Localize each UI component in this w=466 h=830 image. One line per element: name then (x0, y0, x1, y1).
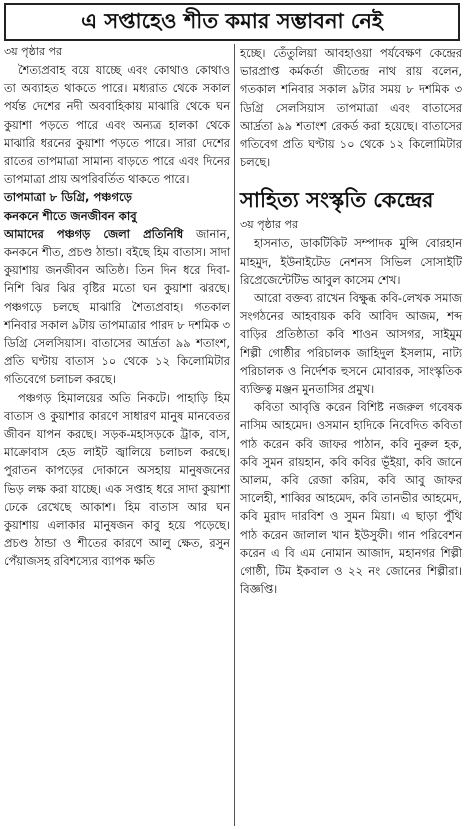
article-paragraph: শৈত্যপ্রবাহ বয়ে যাচ্ছে এবং কোথাও কোথাও তা অব্যাহত থাকতে পারে। মধ্যরাত থেকে সকাল পর্যন্ত দেশের নদী অববাহিকায় মাঝারি থেকে ঘন কুয়াশা পড়তে পারে এবং অন্যত্র হালকা থেকে মাঝারি ধরনের কুয়াশা পড়তে পারে। সারা দেশের রাতের তাপমাত্রা সামান্য বাড়তে পারে এবং দিনের তাপমাত্রা প্রায় অপরিবর্তিত থাকতে পারে। (4, 63, 230, 187)
headline-box (4, 3, 460, 41)
subheading: কনকনে শীতে জনজীবন কাবু (4, 208, 137, 223)
article-paragraph: হাসনাত, ডাকটিকিট সম্পাদক মুন্সি বোরহান মাহমুদ, ইউনাইটেড নেশনস সিভিল সোসাইটি রিপ্রেজেন্টেটিভ আবুল কাসেম শেখ। (240, 236, 462, 287)
article-paragraph: কবিতা আবৃত্তি করেন বিশিষ্ট নজরুল গবেষক নাসিম আহমেদ। ওসমান হাদিকে নিবেদিত কবিতা পাঠ করেন কবি জাফর পাঠান, কবি নুরুল হক, কবি সুমন রায়হান, কবি কবির ভূঁইয়া, কবি জানে আলম, কবি রেজা করিম, কবি আবু জাফর সালেহী, শাব্বির আহমেদ, কবি তানভীর আহমেদ, কবি মুরাদ দারবিশ ও সুমন মিয়া। এ ছাড়া পুঁথি পাঠ করেন জালাল খান ইউসুফী। গান পরিবেশন করেন এ বি এম নোমান আজাদ, মহানগর শিল্পী গোষ্ঠী, টিম ইকবাল ও ২২ নং জোনের শিল্পীরা। বিজ্ঞপ্তি। (240, 400, 462, 597)
headline: এ সপ্তাহেও শীত কমার সম্ভাবনা নেই (81, 7, 383, 33)
continuation-ref: ৩য় পৃষ্ঠার পর (240, 218, 299, 232)
byline: আমাদের পঞ্চগড় জেলা প্রতিনিধি (4, 226, 184, 241)
left-column (4, 44, 230, 571)
article-paragraph: আমাদের পঞ্চগড় জেলা প্রতিনিধি জানান, কনকনে শীত, প্রচণ্ড ঠান্ডা। বইছে হিম বাতাস। সাদা কুয়াশায় জনজীবন অতিষ্ঠ। তিন দিন ধরে দিবা-নিশি ঝির ঝির বৃষ্টির মতো ঘন কুয়াশা ঝরছে। পঞ্চগড়ে চলছে মাঝারি শৈত্যপ্রবাহ। গতকাল শনিবার সকাল ৯টায় তাপমাত্রার পারদ ৮ দশমিক ৩ ডিগ্রি সেলসিয়াস। বাতাসের আর্দ্রতা ৯৯ শতাংশ, প্রতি ঘণ্টায় বাতাস ১০ থেকে ১২ কিলোমিটার গতিবেগে চলাচল করছে। (4, 226, 230, 387)
section-title: সাহিত্য সংস্কৃতি কেন্দ্রের (240, 187, 434, 213)
continuation-ref: ৩য় পৃষ্ঠার পর (4, 45, 63, 58)
article-paragraph: আরো বক্তব্য রাখেন বিক্ষুব্ধ কবি-লেখক সমাজ সংগঠনের আহবায়ক কবি আবিদ আজম, শব্দ বাড়ির প্রতিষ্ঠাতা কবি শাওন আসগর, সাইমুম শিল্পী গোষ্ঠীর পরিচালক জাহিদুল ইসলাম, নাট্য পরিচালক ও নির্দেশক হুসনে মোবারক, সাংস্কৃতিক ব্যক্তিত্ব মঞ্জন মুনতাসির প্রমুখ। (240, 291, 462, 397)
article-paragraph: পঞ্চগড় হিমালয়ের অতি নিকটে। পাহাড়ি হিম বাতাস ও কুয়াশার কারণে সাধারণ মানুষ মানবেতর জীবন যাপন করছে। সড়ক-মহাসড়কে ট্রাক, বাস, মাক্রোবাস হেড লাইট জ্বালিয়ে চলাচল করছে। পুরাতন কাপড়ের দোকানে অসহায় মানুষজনের ভিড় লক্ষ করা যাচ্ছে। এক সপ্তাহ ধরে সাদা কুয়াশা ঢেকে রেখেছে আকাশ। হিম বাতাস আর ঘন কুয়াশায় এলাকার মানুষজন কাবু হয়ে পড়েছে। প্রচণ্ড ঠান্ডা ও শীতের কারণে আলু ক্ষেত, রসুন পেঁয়াজসহ রবিশস্যের ব্যাপক ক্ষতি (4, 390, 230, 569)
right-column (240, 44, 462, 598)
subheading: তাপমাত্রা ৮ ডিগ্রি, পঞ্চগড়ে (4, 190, 133, 205)
column-divider (234, 44, 235, 826)
article-paragraph: হচ্ছে। তেঁতুলিয়া আবহাওয়া পর্যবেক্ষণ কেন্দ্রের ভারপ্রাপ্ত কর্মকর্তা জীতেন্দ্র নাথ রায় বলেন, গতকাল শনিবার সকাল ৯টার সময় ৮ দশমিক ৩ ডিগ্রি সেলসিয়াস তাপমাত্রা এবং বাতাসের আর্দ্রতা ৯৯ শতাংশ রেকর্ড করা হয়েছে। বাতাসের গতিবেগ প্রতি ঘণ্টায় ১০ থেকে ১২ কিলোমিটার চলছে। (240, 46, 462, 170)
